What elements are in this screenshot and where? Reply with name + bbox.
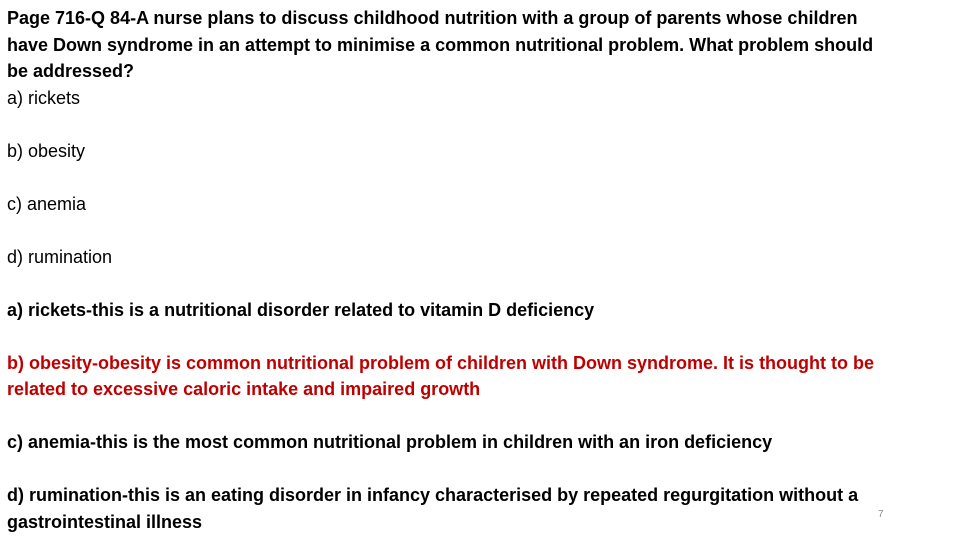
page-number: 7	[878, 509, 884, 520]
spacer	[7, 403, 947, 430]
question-line-2: have Down syndrome in an attempt to minimise a common nutritional problem. What problem should	[7, 34, 874, 55]
explanation-b-line-1: b) obesity-obesity is common nutritional problem of children with Down syndrome. It is thought to be	[7, 352, 875, 373]
spacer	[7, 323, 947, 350]
option-c: c) anemia	[7, 193, 87, 214]
option-d: d) rumination	[7, 246, 113, 267]
spacer	[7, 111, 947, 138]
spacer	[7, 456, 947, 483]
option-b: b) obesity	[7, 140, 86, 161]
explanation-d-line-2: gastrointestinal illness	[7, 511, 203, 532]
slide-content	[7, 5, 947, 535]
explanation-d-line-1: d) rumination-this is an eating disorder in infancy characterised by repeated regurgitation without a	[7, 485, 859, 505]
explanation-c: c) anemia-this is the most common nutritional problem in children with an iron deficiency	[7, 432, 773, 452]
spacer	[7, 164, 947, 191]
explanation-b-line-2: related to excessive caloric intake and impaired growth	[7, 379, 481, 399]
question-line-1: Page 716-Q 84-A nurse plans to discuss childhood nutrition with a group of parents whose children	[7, 8, 858, 28]
question-line-3: be addressed?	[7, 61, 135, 81]
spacer	[7, 217, 947, 244]
explanation-a: a) rickets-this is a nutritional disorder related to vitamin D deficiency	[7, 299, 595, 320]
spacer	[7, 270, 947, 297]
option-a: a) rickets	[7, 87, 81, 108]
